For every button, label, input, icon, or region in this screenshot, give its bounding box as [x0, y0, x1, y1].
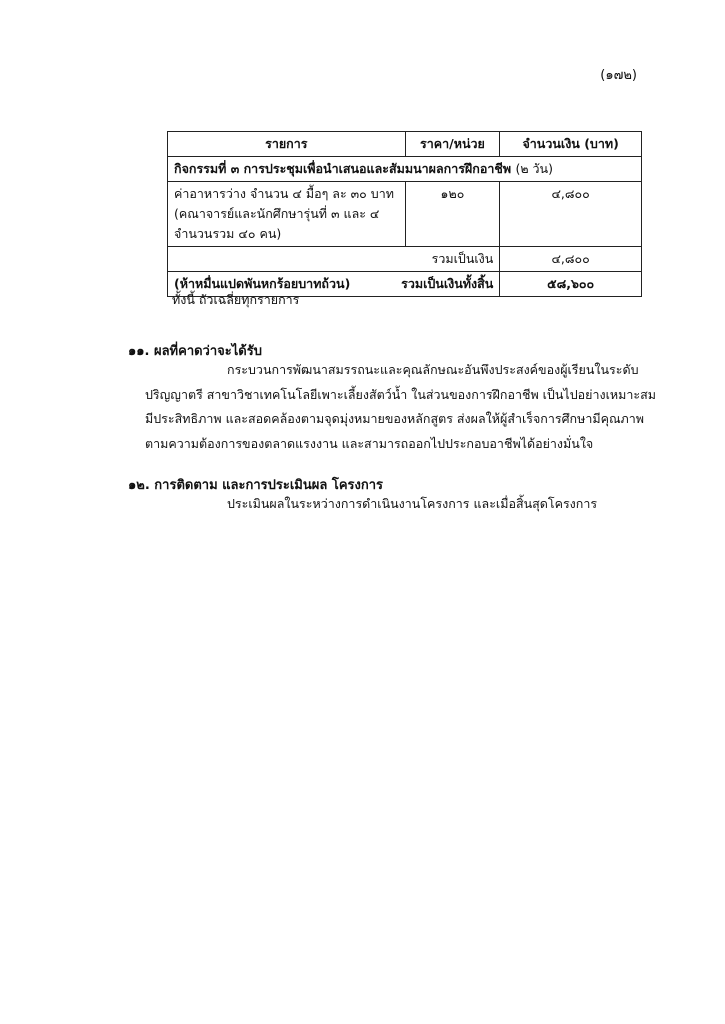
section-12-line-1: ประเมินผลในระหว่างการดำเนินงานโครงการ และเมื่อสิ้นสุดโครงการ — [227, 496, 598, 511]
header-amount: จำนวนเงิน (บาท) — [500, 132, 642, 157]
item-line-1: ค่าอาหารว่าง จำนวน ๔ มื้อๆ ละ ๓๐ บาท — [174, 186, 394, 201]
subtotal-row — [168, 247, 642, 272]
section-11-line-3: มีประสิทธิภาพ และสอดคล้องตามจุดมุ่งหมายของหลักสูตร ส่งผลให้ผู้สำเร็จการศึกษามีคุณภาพ — [145, 411, 645, 427]
activity-cell — [168, 157, 642, 182]
grand-total-label: รวมเป็นเงินทั้งสิ้น — [401, 276, 494, 291]
section-11-body — [145, 358, 656, 456]
grand-total-words: (ห้าหมื่นแปดพันหกร้อยบาทถ้วน) — [174, 276, 351, 291]
item-line-2: (คณาจารย์และนักศึกษารุ่นที่ ๓ และ ๔ — [174, 206, 380, 221]
section-11-line-2: ปริญญาตรี สาขาวิชาเทคโนโลยีเพาะเลี้ยงสัตว์น้ำ ในส่วนของการฝึกอาชีพ เป็นไปอย่างเหมาะสม — [145, 386, 656, 402]
item-price: ๑๒๐ — [405, 182, 500, 247]
section-11-line-4: ตามความต้องการของตลาดแรงงาน และสามารถออกไปประกอบอาชีพได้อย่างมั่นใจ — [145, 435, 594, 451]
footnote: ทั้งนี้ ถัวเฉลี่ยทุกรายการ — [172, 292, 300, 307]
header-item: รายการ — [168, 132, 406, 157]
header-price: ราคา/หน่วย — [405, 132, 500, 157]
section-12-heading: ๑๒. การติดตาม และการประเมินผล โครงการ — [128, 478, 384, 493]
subtotal-label: รวมเป็นเงิน — [168, 247, 500, 272]
item-amount: ๔,๘๐๐ — [500, 182, 642, 247]
section-11-line-1: กระบวนการพัฒนาสมรรถนะและคุณลักษณะอันพึงประสงค์ของผู้เรียนในระดับ — [227, 362, 639, 377]
budget-table — [167, 131, 642, 297]
grand-total-amount: ๕๘,๖๐๐ — [500, 272, 642, 297]
item-line-3: จำนวนรวม ๔๐ คน) — [174, 226, 282, 241]
section-12-body — [145, 492, 645, 517]
table-header-row — [168, 132, 642, 157]
page-number: (๑๗๒) — [600, 68, 637, 83]
table-row — [168, 182, 642, 247]
activity-duration: (๒ วัน) — [515, 161, 553, 176]
subtotal-amount: ๔,๘๐๐ — [500, 247, 642, 272]
item-cell — [168, 182, 406, 247]
section-11-heading: ๑๑. ผลที่คาดว่าจะได้รับ — [128, 344, 262, 359]
activity-row — [168, 157, 642, 182]
activity-title: กิจกรรมที่ ๓ การประชุมเพื่อนำเสนอและสัมมนาผลการฝึกอาชีพ — [174, 161, 512, 176]
